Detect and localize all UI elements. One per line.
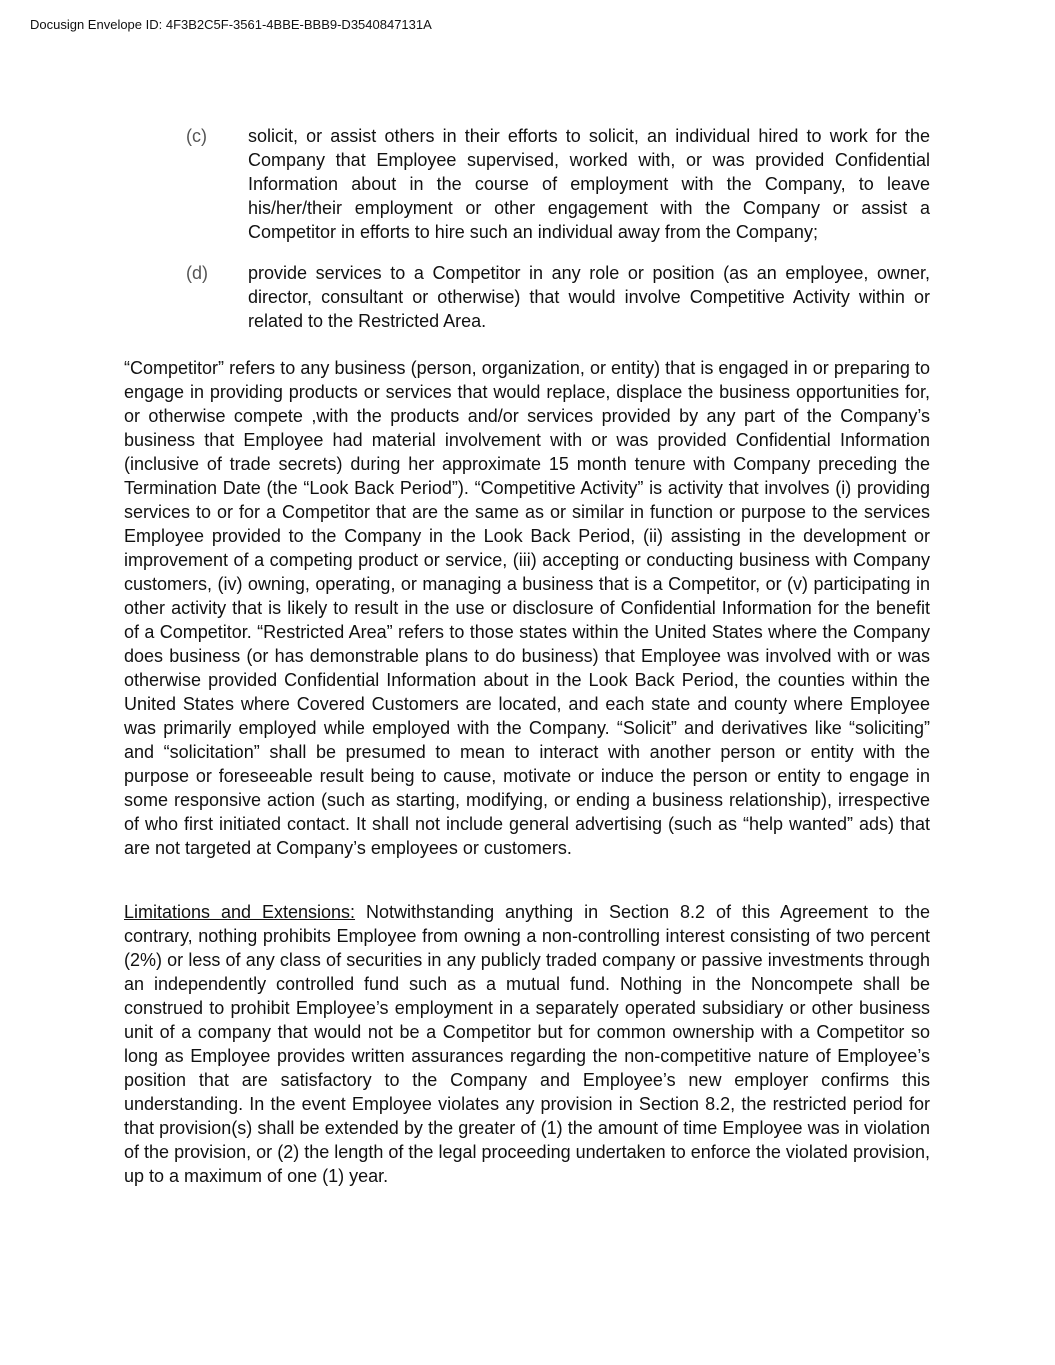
list-item-marker: (c): [186, 126, 207, 146]
list-item-text: solicit, or assist others in their efforts to solicit, an individual hired to work for the Company that Employee supervised, worked with, or was provided Confidential Information about in the course of employment with the Company, to leave his/her/their employment or other engagement with the Company or assist a Competitor in efforts to hire such an individual away from the Company;: [248, 126, 930, 242]
limitations-paragraph: [124, 900, 930, 1188]
list-item-text: provide services to a Competitor in any role or position (as an employee, owner, director, consultant or otherwise) that would involve Competitive Activity within or related to the Restricted Area.: [248, 263, 930, 331]
limitations-text: Notwithstanding anything in Section 8.2 of this Agreement to the contrary, nothing prohibits Employee from owning a non-controlling interest consisting of two percent (2%) or less of any class of securities in any publicly traded company or passive investments through an independently controlled fund such as a mutual fund. Nothing in the Noncompete shall be construed to prohibit Employee’s employment in a separately operated subsidiary or other business unit of a company that would not be a Competitor but for common ownership with a Competitor so long as Employee provides written assurances regarding the non-competitive nature of Employee’s position that are satisfactory to the Company and Employee’s new employer confirms this understanding. In the event Employee violates any provision in Section 8.2, the restricted period for that provision(s) shall be extended by the greater of (1) the amount of time Employee was in violation of the provision, or (2) the length of the legal proceeding undertaken to enforce the violated provision, up to a maximum of one (1) year.: [124, 902, 930, 1186]
definitions-paragraph: “Competitor” refers to any business (person, organization, or entity) that is engaged in or preparing to engage in providing products or services that would replace, displace the business opportunities for, or otherwise compete ,with the products and/or services provided by any part of the Company’s business that Employee had material involvement with or was provided Confidential Information (inclusive of trade secrets) during her approximate 15 month tenure with Company preceding the Termination Date (the “Look Back Period”). “Competitive Activity” is activity that involves (i) providing services to or for a Competitor that are the same as or similar in function or purpose to the services Employee provided to the Company in the Look Back Period, (ii) assisting in the development or improvement of a competing product or service, (iii) accepting or conducting business with Company customers, (iv) owning, operating, or managing a business that is a Competitor, or (v) participating in other activity that is likely to result in the use or disclosure of Confidential Information for the benefit of a Competitor. “Restricted Area” refers to those states within the United States where the Company does business (or has demonstrable plans to do business) that Employee was involved with or was otherwise provided Confidential Information about in the Look Back Period, the counties within the United States where Covered Customers are located, and each state and county where Employee was primarily employed while employed with the Company. “Solicit” and derivatives like “soliciting” and “solicitation” shall be presumed to mean to interact with another person or entity with the purpose or foreseeable result being to cause, motivate or induce the person or entity to engage in some responsive action (such as starting, modifying, or ending a business relationship), irrespective of who first initiated contact. It shall not include general advertising (such as “help wanted” ads) that are not targeted at Company’s employees or customers.: [124, 358, 930, 858]
clause-list: [124, 124, 930, 350]
list-item-marker: (d): [186, 263, 208, 283]
list-item-d: [124, 261, 930, 333]
list-item-c: [124, 124, 930, 244]
limitations-heading: Limitations and Extensions:: [124, 902, 356, 922]
docusign-envelope-id: Docusign Envelope ID: 4F3B2C5F-3561-4BBE-BBB9-D3540847131A: [30, 17, 432, 32]
